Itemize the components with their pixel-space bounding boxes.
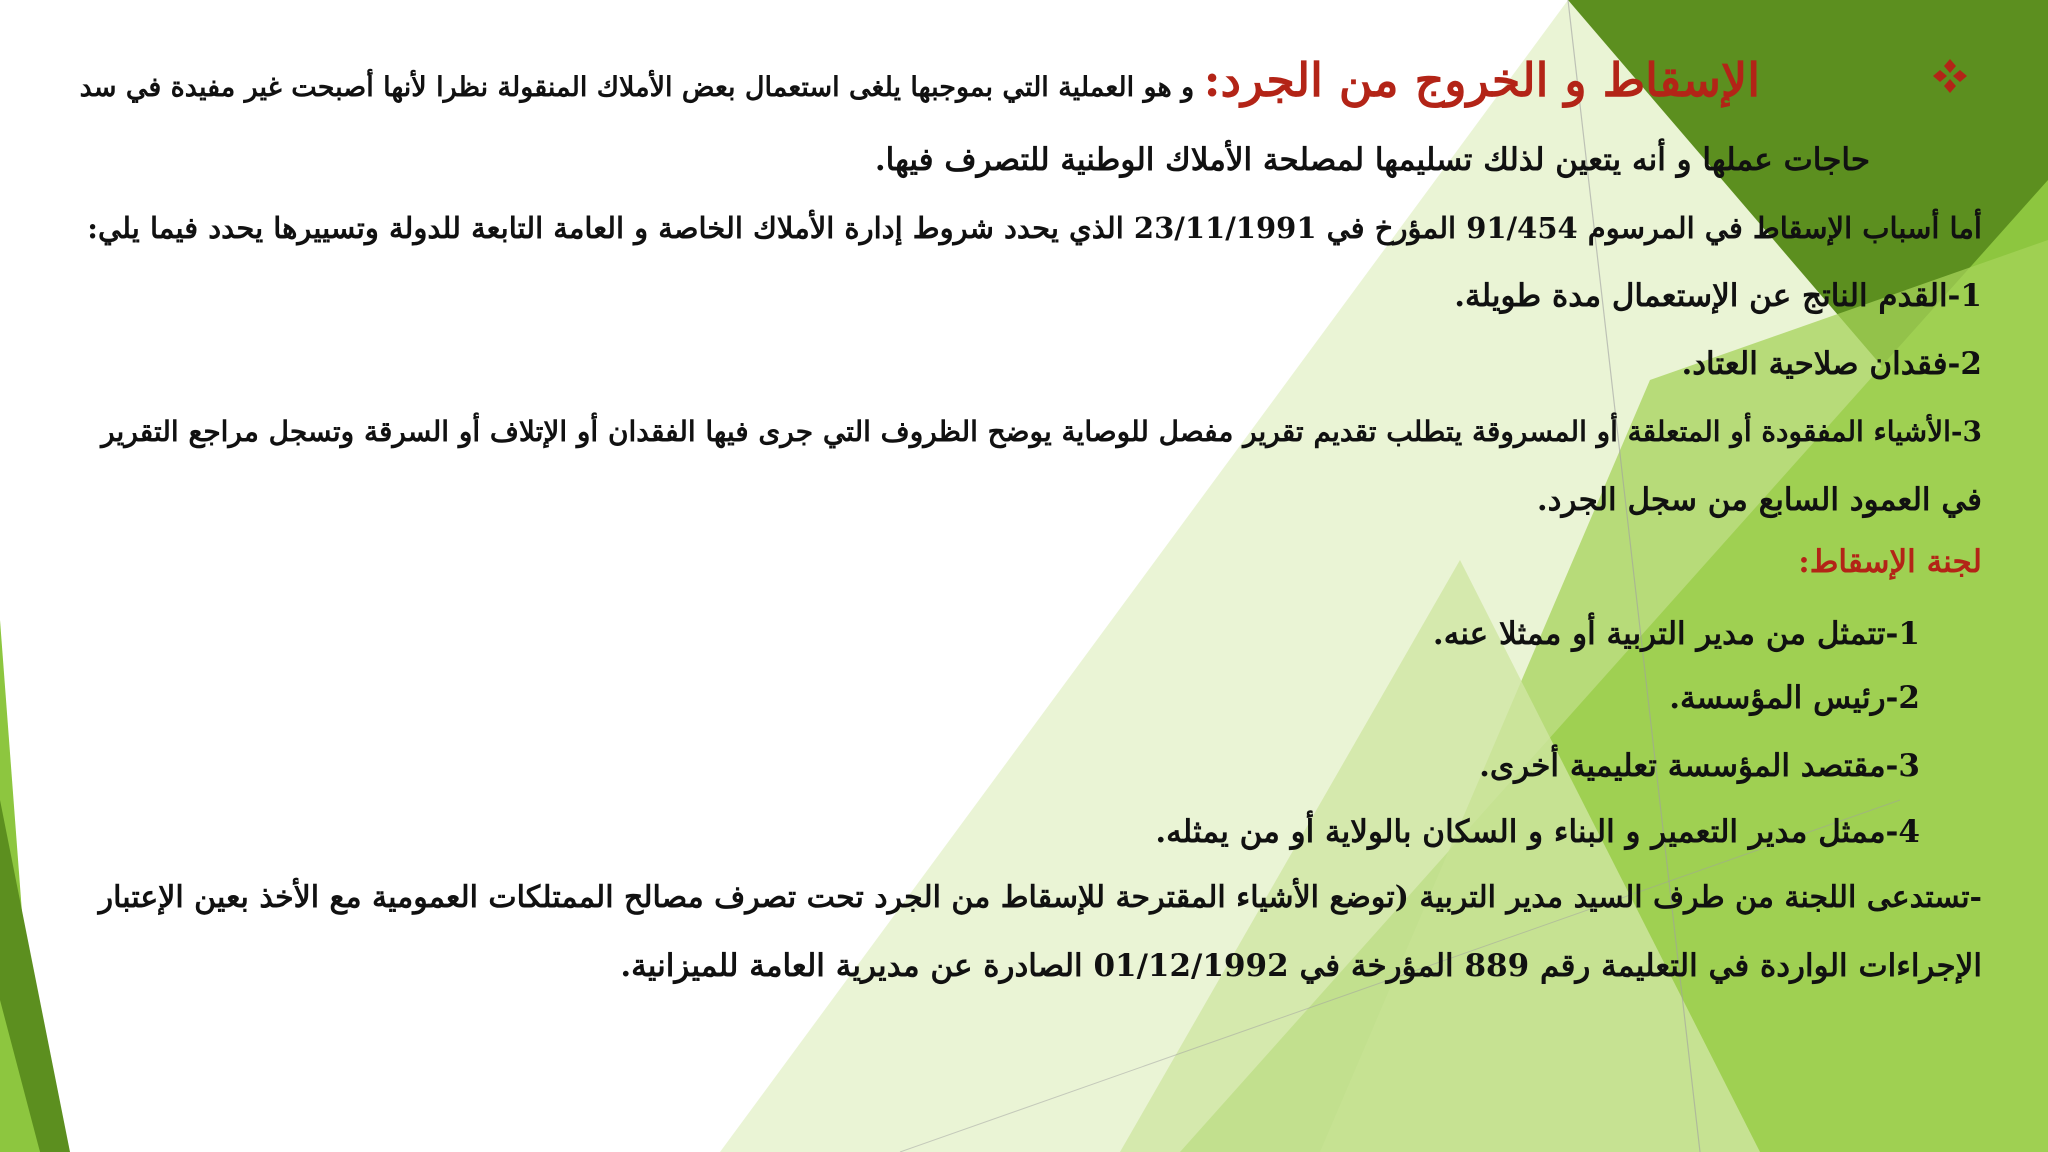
reason-item-3: 3-الأشياء المفقودة أو المتعلقة أو المسروقة يتطلب تقديم تقرير مفصل للوصاية يوضح الظروف التي جرى فيها الفقدان أو الإتلاف أو السرقة وتسجل مراجع التقرير <box>101 415 1982 448</box>
closing-line-2: الإجراءات الواردة في التعليمة رقم 889 المؤرخة في 01/12/1992 الصادرة عن مديرية العامة للميزانية. <box>620 948 1982 984</box>
intro-text-1: و هو العملية التي بموجبها يلغى استعمال بعض الأملاك المنقولة نظرا لأنها أصبحت غير مفيدة في سد <box>79 72 1195 103</box>
reasons-intro: أما أسباب الإسقاط في المرسوم 91/454 المؤرخ في 23/11/1991 الذي يحدد شروط إدارة الأملاك الخاصة و العامة التابعة للدولة وتسييرها يحدد فيما يلي: <box>87 211 1982 245</box>
four-diamond-bullet-icon <box>1930 56 1970 96</box>
committee-member-3: 3-مقتصد المؤسسة تعليمية أخرى. <box>1479 748 1920 784</box>
committee-member-4: 4-ممثل مدير التعمير و البناء و السكان بالولاية أو من يمثله. <box>1155 814 1920 850</box>
title-term: الإسقاط و الخروج من الجرد: <box>1203 53 1760 107</box>
committee-member-2: 2-رئيس المؤسسة. <box>1669 680 1920 716</box>
reason-item-1: 1-القدم الناتج عن الإستعمال مدة طويلة. <box>1454 278 1982 314</box>
committee-heading: لجنة الإسقاط: <box>1798 544 1982 580</box>
reason-item-2: 2-فقدان صلاحية العتاد. <box>1681 346 1982 382</box>
reason-item-3-cont: في العمود السابع من سجل الجرد. <box>1536 482 1982 518</box>
committee-member-1: 1-تتمثل من مدير التربية أو ممثلا عنه. <box>1432 616 1920 652</box>
closing-line-1: -تستدعى اللجنة من طرف السيد مدير التربية (توضع الأشياء المقترحة للإسقاط من الجرد تحت تصرف مصالح الممتلكات العمومية مع الأخذ بعين الإعتبار <box>98 880 1982 915</box>
intro-line-1 <box>80 52 1760 116</box>
intro-line-2: حاجات عملها و أنه يتعين لذلك تسليمها لمصلحة الأملاك الوطنية للتصرف فيها. <box>874 142 1870 178</box>
